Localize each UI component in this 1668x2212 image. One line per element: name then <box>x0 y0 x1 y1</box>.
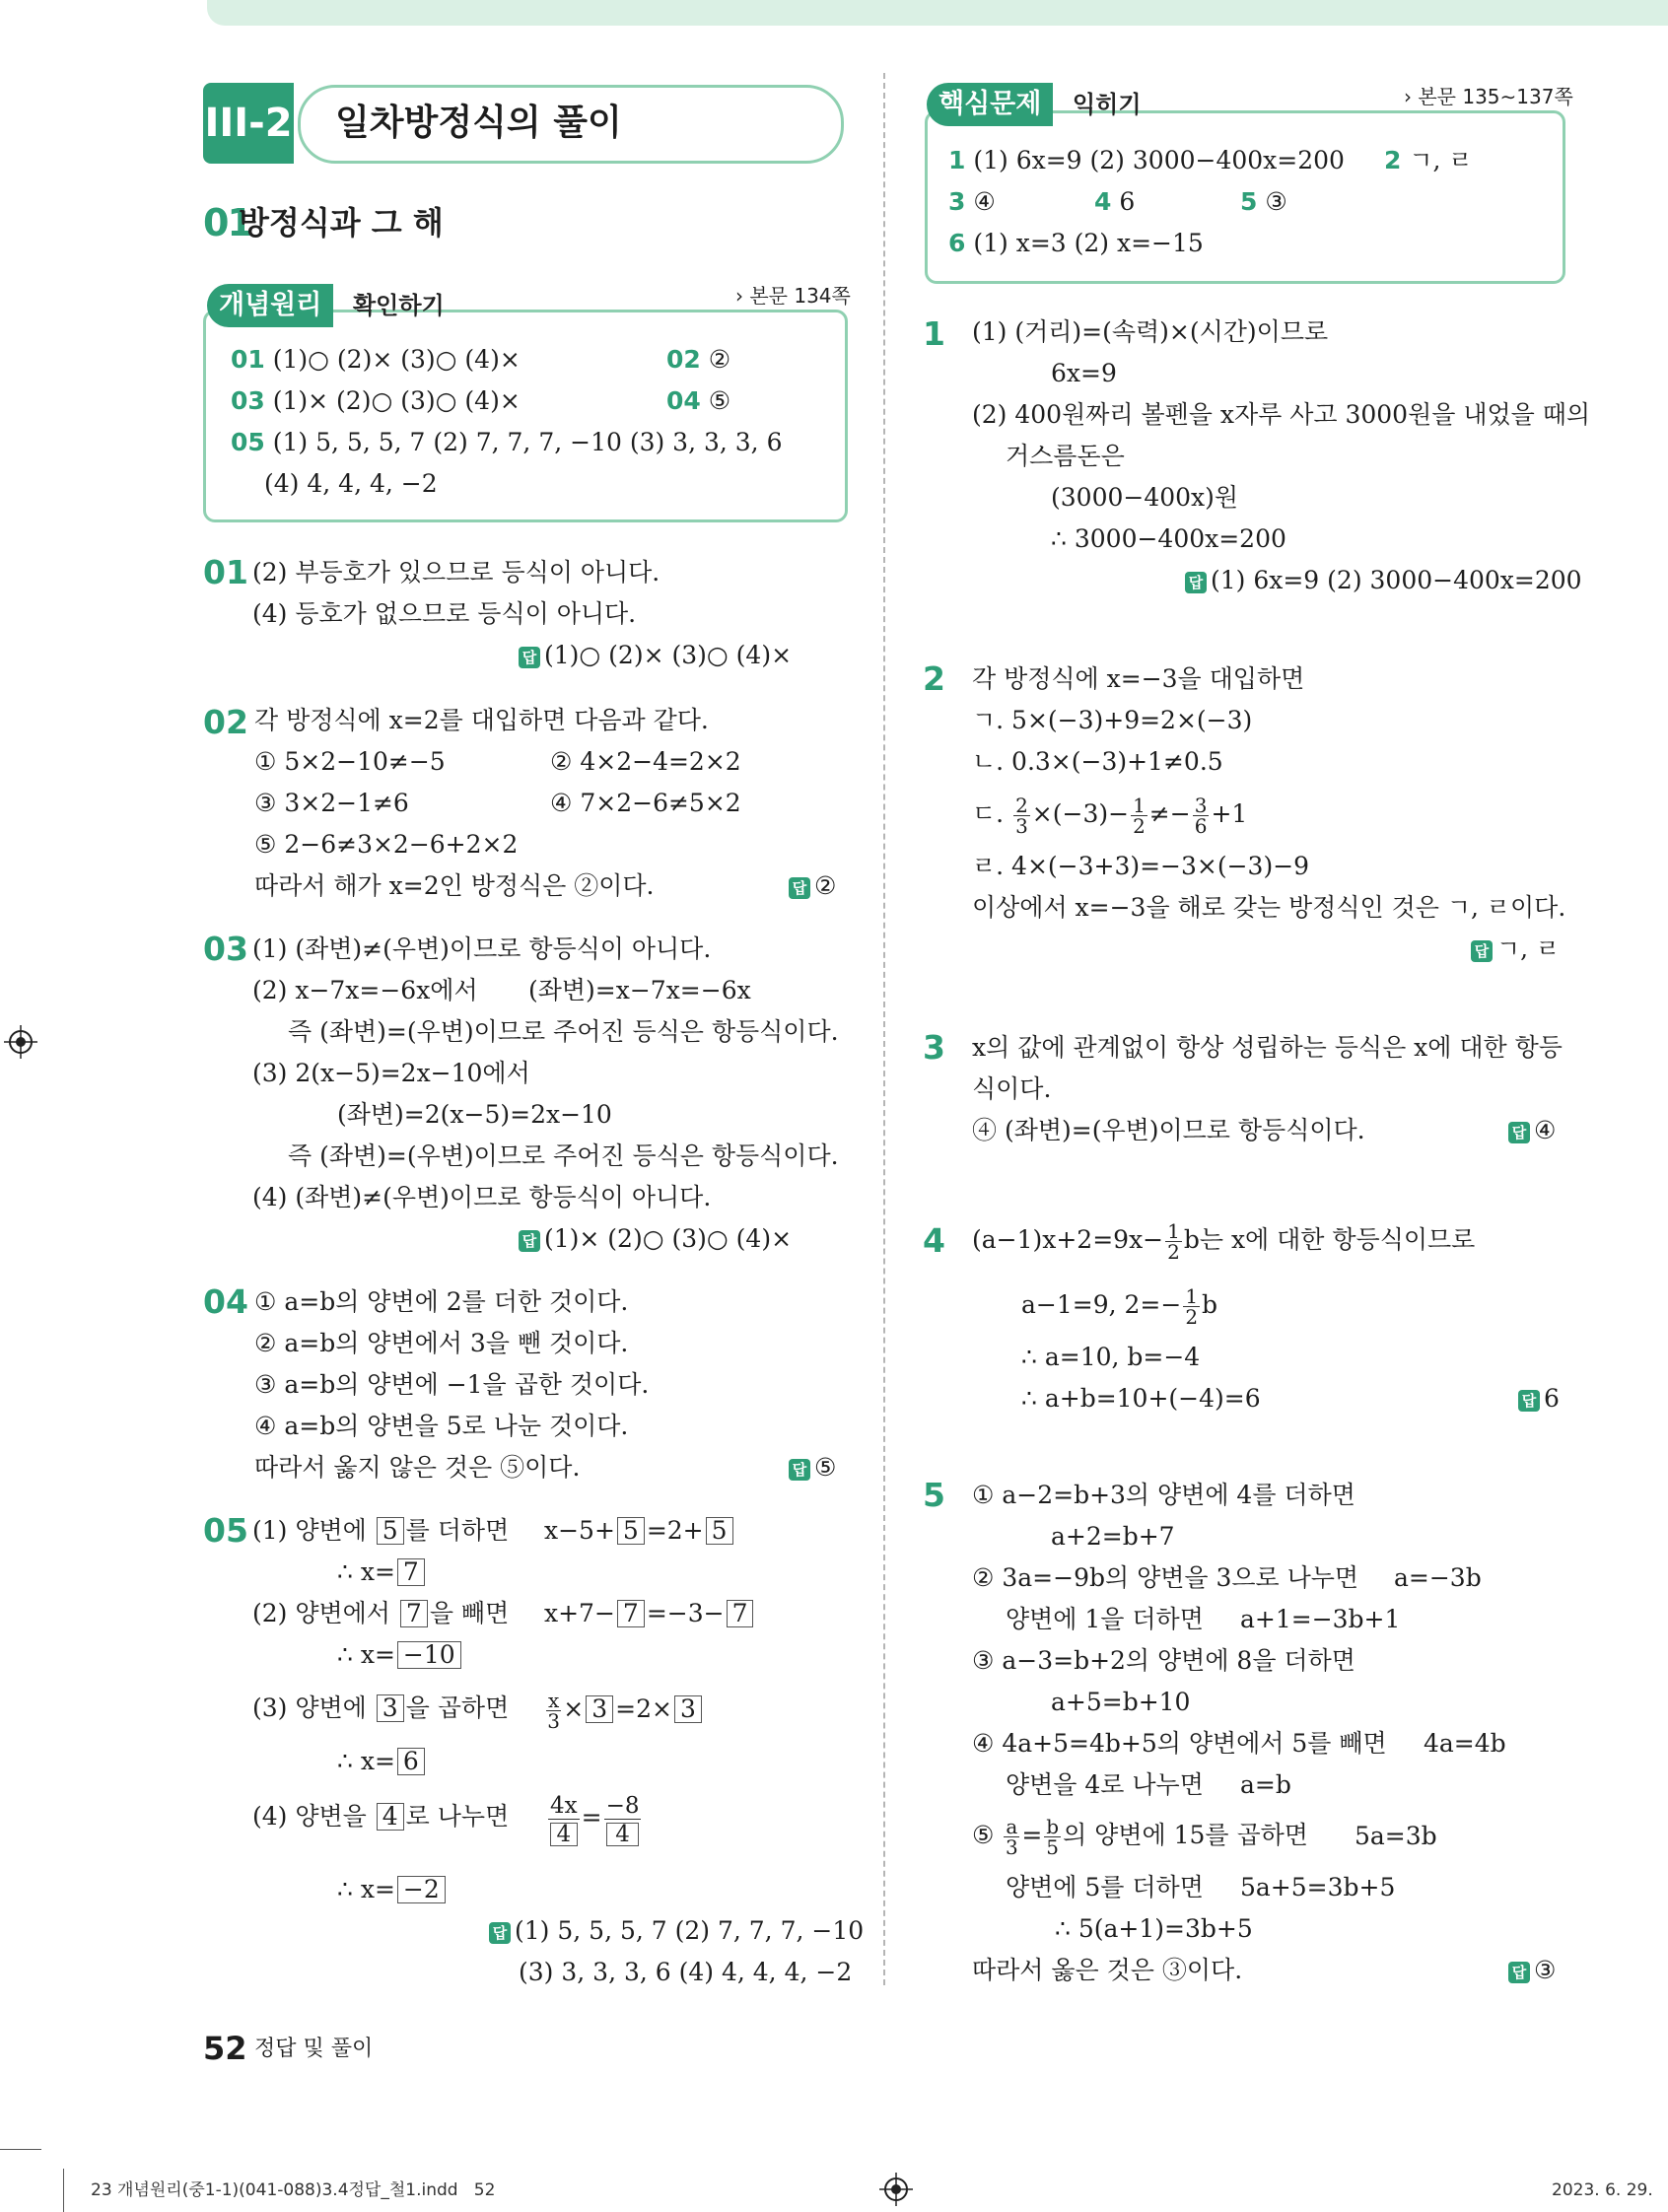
p02-c2: ② 4×2−4=2×2 <box>550 747 741 776</box>
page-label: 정답 및 풀이 <box>254 2037 374 2061</box>
p03-line5: (좌변)=2(x−5)=2x−10 <box>337 1100 612 1129</box>
core-tag-tail: 익히기 <box>1073 91 1142 118</box>
concept-tag: 개념원리 <box>207 284 333 327</box>
q5-line8a: 양변을 4로 나누면 <box>1006 1770 1204 1799</box>
answer-badge-icon: 답 <box>1471 940 1493 962</box>
p02-answer: 답 ② <box>789 871 836 901</box>
q1-line4: 거스름돈은 <box>1006 442 1125 470</box>
concept-tag-tail: 확인하기 <box>353 292 445 319</box>
section-title: 방정식과 그 해 <box>239 204 444 242</box>
p05-res4: ∴ x= −2 <box>337 1875 448 1904</box>
q3-line3: ④ (좌변)=(우변)이므로 항등식이다. <box>972 1116 1365 1144</box>
core-ref: › 본문 135∼137쪽 <box>1404 85 1573 108</box>
q3-line2: 식이다. <box>972 1074 1052 1103</box>
p04-line2: ② a=b의 양변에서 3을 뺀 것이다. <box>254 1329 629 1357</box>
p04-line4: ④ a=b의 양변을 5로 나눈 것이다. <box>254 1412 629 1440</box>
concept-row-1b: 02 ② <box>666 345 731 374</box>
problem-number: 02 <box>203 703 248 741</box>
q3-answer: 답 ④ <box>1508 1116 1556 1145</box>
core-tag: 핵심문제 <box>927 83 1053 126</box>
p05-res2: ∴ x= −10 <box>337 1640 463 1670</box>
q5-line3b: a=−3b <box>1394 1563 1482 1592</box>
q1-line1: (1) (거리)=(속력)×(시간)이므로 <box>972 317 1329 346</box>
problem-number: 03 <box>203 930 248 968</box>
fraction: $\frac{-8}{4}$ <box>605 1792 640 1847</box>
answer-badge-icon: 답 <box>1185 572 1207 593</box>
unit-title: 일차방정식의 풀이 <box>335 103 622 143</box>
p02-c5: ⑤ 2−6≠3×2−6+2×2 <box>254 830 519 859</box>
q5-line9c: 5a=3b <box>1355 1822 1437 1850</box>
p02-line6: 따라서 해가 x=2인 방정식은 ②이다. <box>254 871 655 900</box>
fraction: $\frac{b}{5}$ <box>1046 1815 1060 1859</box>
p04-line1: ① a=b의 양변에 2를 더한 것이다. <box>254 1287 629 1316</box>
answer-badge-icon: 답 <box>1508 1122 1530 1143</box>
p01-line2: (4) 등호가 없으므로 등식이 아니다. <box>252 599 637 628</box>
p05-eq2: x+7− 7 =−3− 7 <box>544 1599 755 1628</box>
q5-line9: ⑤ $\frac{a}{3}$ = $\frac{b}{5}$ 의 양변에 15를 곱하면 <box>972 1815 1308 1859</box>
top-banner <box>207 0 1668 26</box>
q1-answer: 답 (1) 6x=9 (2) 3000−400x=200 <box>1185 566 1582 595</box>
q5-line6: a+5=b+10 <box>1051 1688 1191 1716</box>
core-row-2a: 3 ④ <box>948 187 996 216</box>
concept-row-3: 05 (1) 5, 5, 5, 7 (2) 7, 7, 7, −10 (3) 3, 3, 3, 6 <box>231 428 783 456</box>
problem-number: 4 <box>923 1221 945 1260</box>
q1-line6: ∴ 3000−400x=200 <box>1051 524 1286 553</box>
q5-line7a: ④ 4a+5=4b+5의 양변에서 5를 빼면 <box>972 1729 1387 1758</box>
q2-line2: ㄱ. 5×(−3)+9=2×(−3) <box>972 706 1253 734</box>
p03-line4: (3) 2(x−5)=2x−10에서 <box>252 1059 530 1087</box>
crop-mark-left <box>0 2149 41 2150</box>
core-row-1b: 2 ㄱ, ㄹ <box>1384 146 1473 174</box>
p05-step2: (2) 양변에서 7 을 빼면 <box>252 1599 510 1627</box>
p01-answer: 답 (1)○ (2)× (3)○ (4)× <box>519 641 792 670</box>
q1-line2: 6x=9 <box>1051 359 1117 387</box>
answer-badge-icon: 답 <box>519 1230 540 1252</box>
concept-ref: › 본문 134쪽 <box>735 284 851 308</box>
fraction: $\frac{1}{2}$ <box>1133 794 1146 838</box>
p03-line1: (1) (좌변)≠(우변)이므로 항등식이 아니다. <box>252 934 712 963</box>
q5-line11: ∴ 5(a+1)=3b+5 <box>1055 1914 1253 1943</box>
concept-row-4: (4) 4, 4, 4, −2 <box>264 469 438 498</box>
core-row-2b: 4 6 <box>1094 187 1136 216</box>
q4-line4: ∴ a+b=10+(−4)=6 <box>1021 1384 1261 1413</box>
q5-line8b: a=b <box>1240 1770 1291 1799</box>
p05-step3: (3) 양변에 3 을 곱하면 <box>252 1694 510 1722</box>
problem-number: 04 <box>203 1282 248 1321</box>
core-row-2c: 5 ③ <box>1240 187 1287 216</box>
p03-line3: 즉 (좌변)=(우변)이므로 주어진 등식은 항등식이다. <box>288 1017 839 1046</box>
fraction: $\frac{2}{3}$ <box>1015 794 1028 838</box>
problem-number: 05 <box>203 1511 248 1550</box>
fraction: $\frac{4x}{4}$ <box>550 1792 578 1847</box>
q2-answer: 답 ㄱ, ㄹ <box>1471 934 1560 964</box>
p03-line2b: (좌변)=x−7x=−6x <box>528 976 751 1004</box>
concept-row-2b: 04 ⑤ <box>666 386 731 415</box>
concept-row-2: 03 (1)× (2)○ (3)○ (4)× <box>231 386 521 415</box>
problem-number: 3 <box>923 1028 945 1067</box>
core-row-3: 6 (1) x=3 (2) x=−15 <box>948 229 1204 257</box>
q5-line7b: 4a=4b <box>1424 1729 1506 1758</box>
registration-mark-bottom-icon <box>879 2173 913 2206</box>
q5-line4b: a+1=−3b+1 <box>1240 1605 1401 1633</box>
registration-mark-icon <box>4 1025 37 1059</box>
answer-badge-icon: 답 <box>519 647 540 668</box>
p05-eq4: $\frac{4x}{4}$ = $\frac{-8}{4}$ <box>550 1792 640 1847</box>
p05-answer-2: (3) 3, 3, 3, 6 (4) 4, 4, 4, −2 <box>519 1958 853 1986</box>
p02-line1: 각 방정식에 x=2를 대입하면 다음과 같다. <box>254 706 709 734</box>
p04-answer: 답 ⑤ <box>789 1453 836 1483</box>
p05-step4: (4) 양변을 4 로 나누면 <box>252 1802 510 1831</box>
q5-line5: ③ a−3=b+2의 양변에 8을 더하면 <box>972 1646 1355 1675</box>
q5-line10a: 양변에 5를 더하면 <box>1006 1873 1204 1901</box>
p02-c1: ① 5×2−10≠−5 <box>254 747 446 776</box>
fraction: $\frac{1}{2}$ <box>1185 1284 1199 1329</box>
q2-line1: 각 방정식에 x=−3을 대입하면 <box>972 664 1305 693</box>
file-info: 23 개념원리(중1-1)(041-088)3.4정답_철1.indd 52 <box>91 2180 496 2200</box>
print-date: 2023. 6. 29. <box>1552 2180 1653 2200</box>
p03-answer: 답 (1)× (2)○ (3)○ (4)× <box>519 1224 792 1254</box>
q5-line3a: ② 3a=−9b의 양변을 3으로 나누면 <box>972 1563 1359 1592</box>
p03-line7: (4) (좌변)≠(우변)이므로 항등식이 아니다. <box>252 1183 712 1211</box>
p04-line3: ③ a=b의 양변에 −1을 곱한 것이다. <box>254 1370 650 1399</box>
problem-number: 1 <box>923 314 945 353</box>
q1-line5: (3000−400x)원 <box>1051 483 1239 512</box>
column-divider <box>883 73 885 1985</box>
unit-title-banner <box>203 83 844 164</box>
problem-number: 2 <box>923 659 945 698</box>
p05-res3: ∴ x= 6 <box>337 1747 427 1776</box>
q4-line1: (a−1)x+2=9x− $\frac{1}{2}$ b는 x에 대한 항등식이므로 <box>972 1219 1476 1264</box>
section-number: 01 <box>203 201 251 244</box>
q5-line2: a+2=b+7 <box>1051 1522 1175 1551</box>
q5-line1: ① a−2=b+3의 양변에 4를 더하면 <box>972 1481 1355 1509</box>
fraction: $\frac{3}{6}$ <box>1194 794 1208 838</box>
p05-eq1: x−5+ 5 =2+ 5 <box>544 1516 735 1546</box>
answer-badge-icon: 답 <box>789 1459 810 1481</box>
p03-line6: 즉 (좌변)=(우변)이므로 주어진 등식은 항등식이다. <box>288 1141 839 1170</box>
answer-badge-icon: 답 <box>789 877 810 899</box>
q4-answer: 답 6 <box>1518 1384 1560 1414</box>
unit-number: III-2 <box>203 83 294 164</box>
p02-c3: ③ 3×2−1≠6 <box>254 789 409 817</box>
q4-line3: ∴ a=10, b=−4 <box>1021 1343 1201 1371</box>
concept-row-1: 01 (1)○ (2)× (3)○ (4)× <box>231 345 521 374</box>
fraction: $\frac{a}{3}$ <box>1005 1815 1018 1859</box>
q2-line5: ㄹ. 4×(−3+3)=−3×(−3)−9 <box>972 852 1310 880</box>
fraction: $\frac{x}{3}$ <box>547 1689 560 1733</box>
q5-line4a: 양변에 1을 더하면 <box>1006 1605 1204 1633</box>
problem-number: 5 <box>923 1476 945 1514</box>
q3-line1: x의 값에 관계없이 항상 성립하는 등식은 x에 대한 항등 <box>972 1033 1563 1062</box>
q5-line12: 따라서 옳은 것은 ③이다. <box>972 1956 1243 1984</box>
p05-eq3: $\frac{x}{3}$ × 3 =2× 3 <box>544 1688 704 1731</box>
answer-badge-icon: 답 <box>489 1922 511 1944</box>
q5-answer: 답 ③ <box>1508 1956 1556 1985</box>
answer-badge-icon: 답 <box>1508 1962 1530 1983</box>
page-number: 52 <box>203 2030 247 2067</box>
q2-line6: 이상에서 x=−3을 해로 갖는 방정식인 것은 ㄱ, ㄹ이다. <box>972 893 1566 922</box>
crop-mark-vertical <box>63 2169 64 2212</box>
q5-line10b: 5a+5=3b+5 <box>1240 1873 1396 1901</box>
q2-line3: ㄴ. 0.3×(−3)+1≠0.5 <box>972 747 1223 776</box>
answer-badge-icon: 답 <box>1518 1390 1540 1412</box>
fraction: $\frac{1}{2}$ <box>1167 1219 1180 1264</box>
p01-line1: (2) 부등호가 있으므로 등식이 아니다. <box>252 558 660 587</box>
core-row-1a: 1 (1) 6x=9 (2) 3000−400x=200 <box>948 146 1345 174</box>
q2-line4: ㄷ. $\frac{2}{3}$ ×(−3)− $\frac{1}{2}$ ≠− $\frac{3}{6}$ +1 <box>972 794 1248 838</box>
q4-line2: a−1=9, 2=− $\frac{1}{2}$ b <box>1021 1284 1218 1329</box>
q1-line3: (2) 400원짜리 볼펜을 x자루 사고 3000원을 내었을 때의 <box>972 400 1591 429</box>
p05-answer: 답 (1) 5, 5, 5, 7 (2) 7, 7, 7, −10 <box>489 1916 864 1946</box>
p04-line5: 따라서 옳지 않은 것은 ⑤이다. <box>254 1453 581 1482</box>
problem-number: 01 <box>203 553 248 591</box>
p05-step1: (1) 양변에 5 를 더하면 <box>252 1516 510 1545</box>
p05-res1: ∴ x= 7 <box>337 1557 427 1587</box>
p03-line2a: (2) x−7x=−6x에서 <box>252 976 478 1004</box>
p02-c4: ④ 7×2−6≠5×2 <box>550 789 741 817</box>
